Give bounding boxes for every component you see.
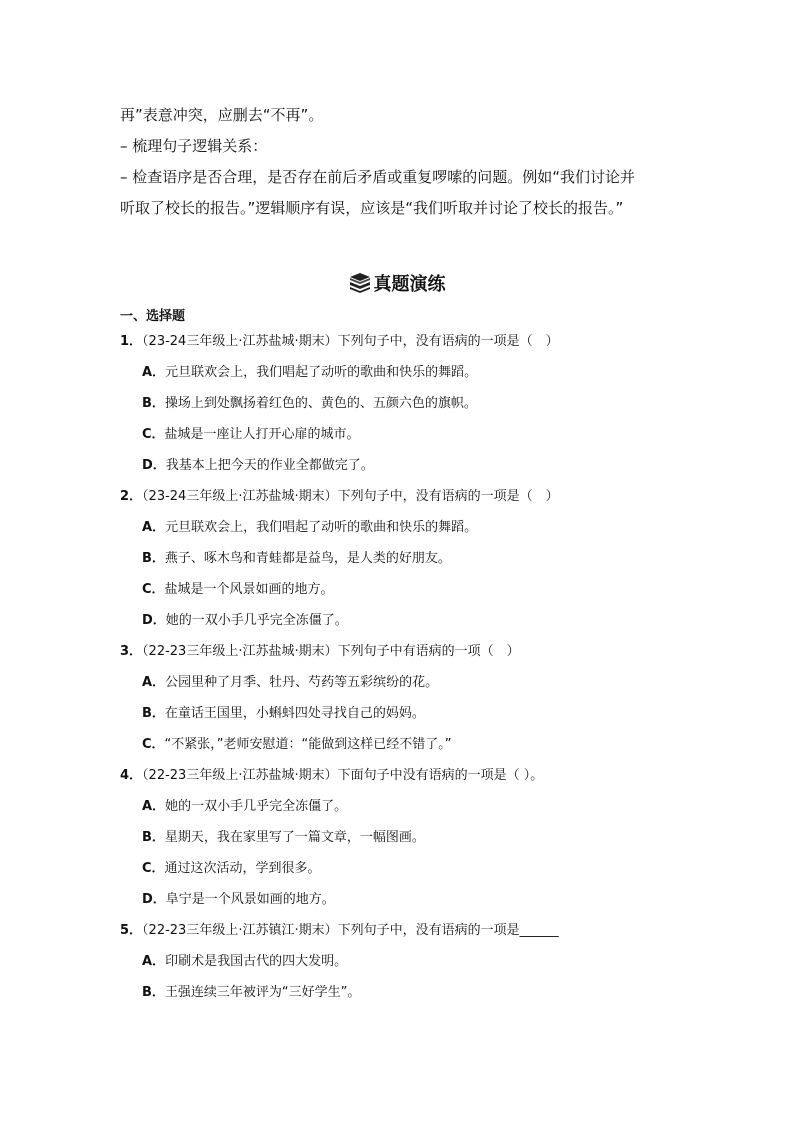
option-label: C． (142, 427, 165, 442)
option-a[interactable] (120, 791, 700, 822)
question-text: （22-23三年级上·江苏盐城·期末）下面句子中没有语病的一项是（ ）。 (142, 768, 544, 783)
intro-line: – 检查语序是否合理，是否存在前后矛盾或重复啰嗦的问题。例如“我们讨论并 (120, 168, 636, 186)
question-stem (120, 481, 700, 512)
option-label: D． (142, 892, 166, 907)
section-title (0, 270, 794, 298)
question-number: 2． (120, 489, 143, 504)
option-label: A． (142, 365, 166, 380)
option-d[interactable] (120, 605, 700, 636)
intro-text (120, 100, 690, 224)
question-2 (120, 481, 700, 636)
option-text: 星期天，我在家里写了一篇文章，一幅图画。 (164, 830, 425, 845)
option-text: 盐城是一个风景如画的地方。 (164, 582, 334, 597)
option-label: C． (142, 582, 165, 597)
option-label: B． (142, 551, 165, 566)
option-b[interactable] (120, 698, 700, 729)
option-text: 王强连续三年被评为“三好学生”。 (164, 985, 361, 1000)
option-text: “不紧张，”老师安慰道：“能做到这样已经不错了。” (164, 737, 452, 752)
section-title-text: 真题演练 (373, 274, 446, 295)
option-label: C． (142, 737, 165, 752)
option-d[interactable] (120, 884, 700, 915)
option-c[interactable] (120, 729, 700, 760)
option-c[interactable] (120, 574, 700, 605)
question-number: 3． (120, 644, 143, 659)
question-1 (120, 326, 700, 481)
question-5 (120, 915, 700, 1008)
question-3 (120, 636, 700, 760)
option-label: A． (142, 954, 166, 969)
option-text: 盐城是一座让人打开心扉的城市。 (164, 427, 360, 442)
question-stem (120, 760, 700, 791)
question-number: 5． (120, 923, 143, 938)
option-label: A． (142, 675, 166, 690)
option-label: D． (142, 613, 166, 628)
question-stem (120, 326, 700, 357)
option-text: 她的一双小手几乎完全冻僵了。 (165, 799, 348, 814)
option-a[interactable] (120, 512, 700, 543)
question-number: 4． (120, 768, 143, 783)
option-label: B． (142, 830, 165, 845)
option-text: 元旦联欢会上，我们唱起了动听的歌曲和快乐的舞蹈。 (165, 520, 478, 535)
option-c[interactable] (120, 419, 700, 450)
option-a[interactable] (120, 357, 700, 388)
option-label: A． (142, 520, 166, 535)
option-b[interactable] (120, 822, 700, 853)
option-text: 阜宁是一个风景如画的地方。 (165, 892, 335, 907)
question-stem (120, 636, 700, 667)
option-label: A． (142, 799, 166, 814)
option-a[interactable] (120, 667, 700, 698)
option-label: B． (142, 706, 165, 721)
option-text: 公园里种了月季、牡丹、芍药等五彩缤纷的花。 (165, 675, 439, 690)
question-4 (120, 760, 700, 915)
intro-line: 再”表意冲突，应删去“不再”。 (120, 106, 324, 124)
option-d[interactable] (120, 450, 700, 481)
question-stem (120, 915, 700, 946)
option-text: 通过这次活动，学到很多。 (164, 861, 321, 876)
intro-line: – 梳理句子逻辑关系： (120, 137, 268, 155)
question-text: （22-23三年级上·江苏盐城·期末）下列句子中有语病的一项（ ） (142, 644, 520, 659)
option-text: 在童话王国里，小蝌蚪四处寻找自己的妈妈。 (164, 706, 425, 721)
option-text: 元旦联欢会上，我们唱起了动听的歌曲和快乐的舞蹈。 (165, 365, 478, 380)
option-text: 我基本上把今天的作业全都做完了。 (165, 458, 374, 473)
option-label: D． (142, 458, 166, 473)
option-label: C． (142, 861, 165, 876)
question-text: （23-24三年级上·江苏盐城·期末）下列句子中，没有语病的一项是（ ） (142, 334, 559, 349)
option-c[interactable] (120, 853, 700, 884)
question-text: （22-23三年级上·江苏镇江·期末）下列句子中，没有语病的一项是______ (142, 923, 559, 938)
option-text: 她的一双小手几乎完全冻僵了。 (165, 613, 348, 628)
option-label: B． (142, 985, 165, 1000)
option-text: 印刷术是我国古代的四大发明。 (165, 954, 348, 969)
subhead: 一、选择题 (120, 309, 186, 324)
option-b[interactable] (120, 388, 700, 419)
option-text: 操场上到处飘扬着红色的、黄色的、五颜六色的旗帜。 (164, 396, 477, 411)
option-label: B． (142, 396, 165, 411)
question-list (120, 326, 700, 1008)
option-a[interactable] (120, 946, 700, 977)
option-b[interactable] (120, 543, 700, 574)
question-text: （23-24三年级上·江苏盐城·期末）下列句子中，没有语病的一项是（ ） (142, 489, 559, 504)
books-icon (349, 273, 371, 298)
option-text: 燕子、啄木鸟和青蛙都是益鸟，是人类的好朋友。 (164, 551, 451, 566)
question-number: 1． (120, 334, 143, 349)
option-b[interactable] (120, 977, 700, 1008)
intro-line: 听取了校长的报告。”逻辑顺序有误，应该是“我们听取并讨论了校长的报告。” (120, 199, 624, 217)
